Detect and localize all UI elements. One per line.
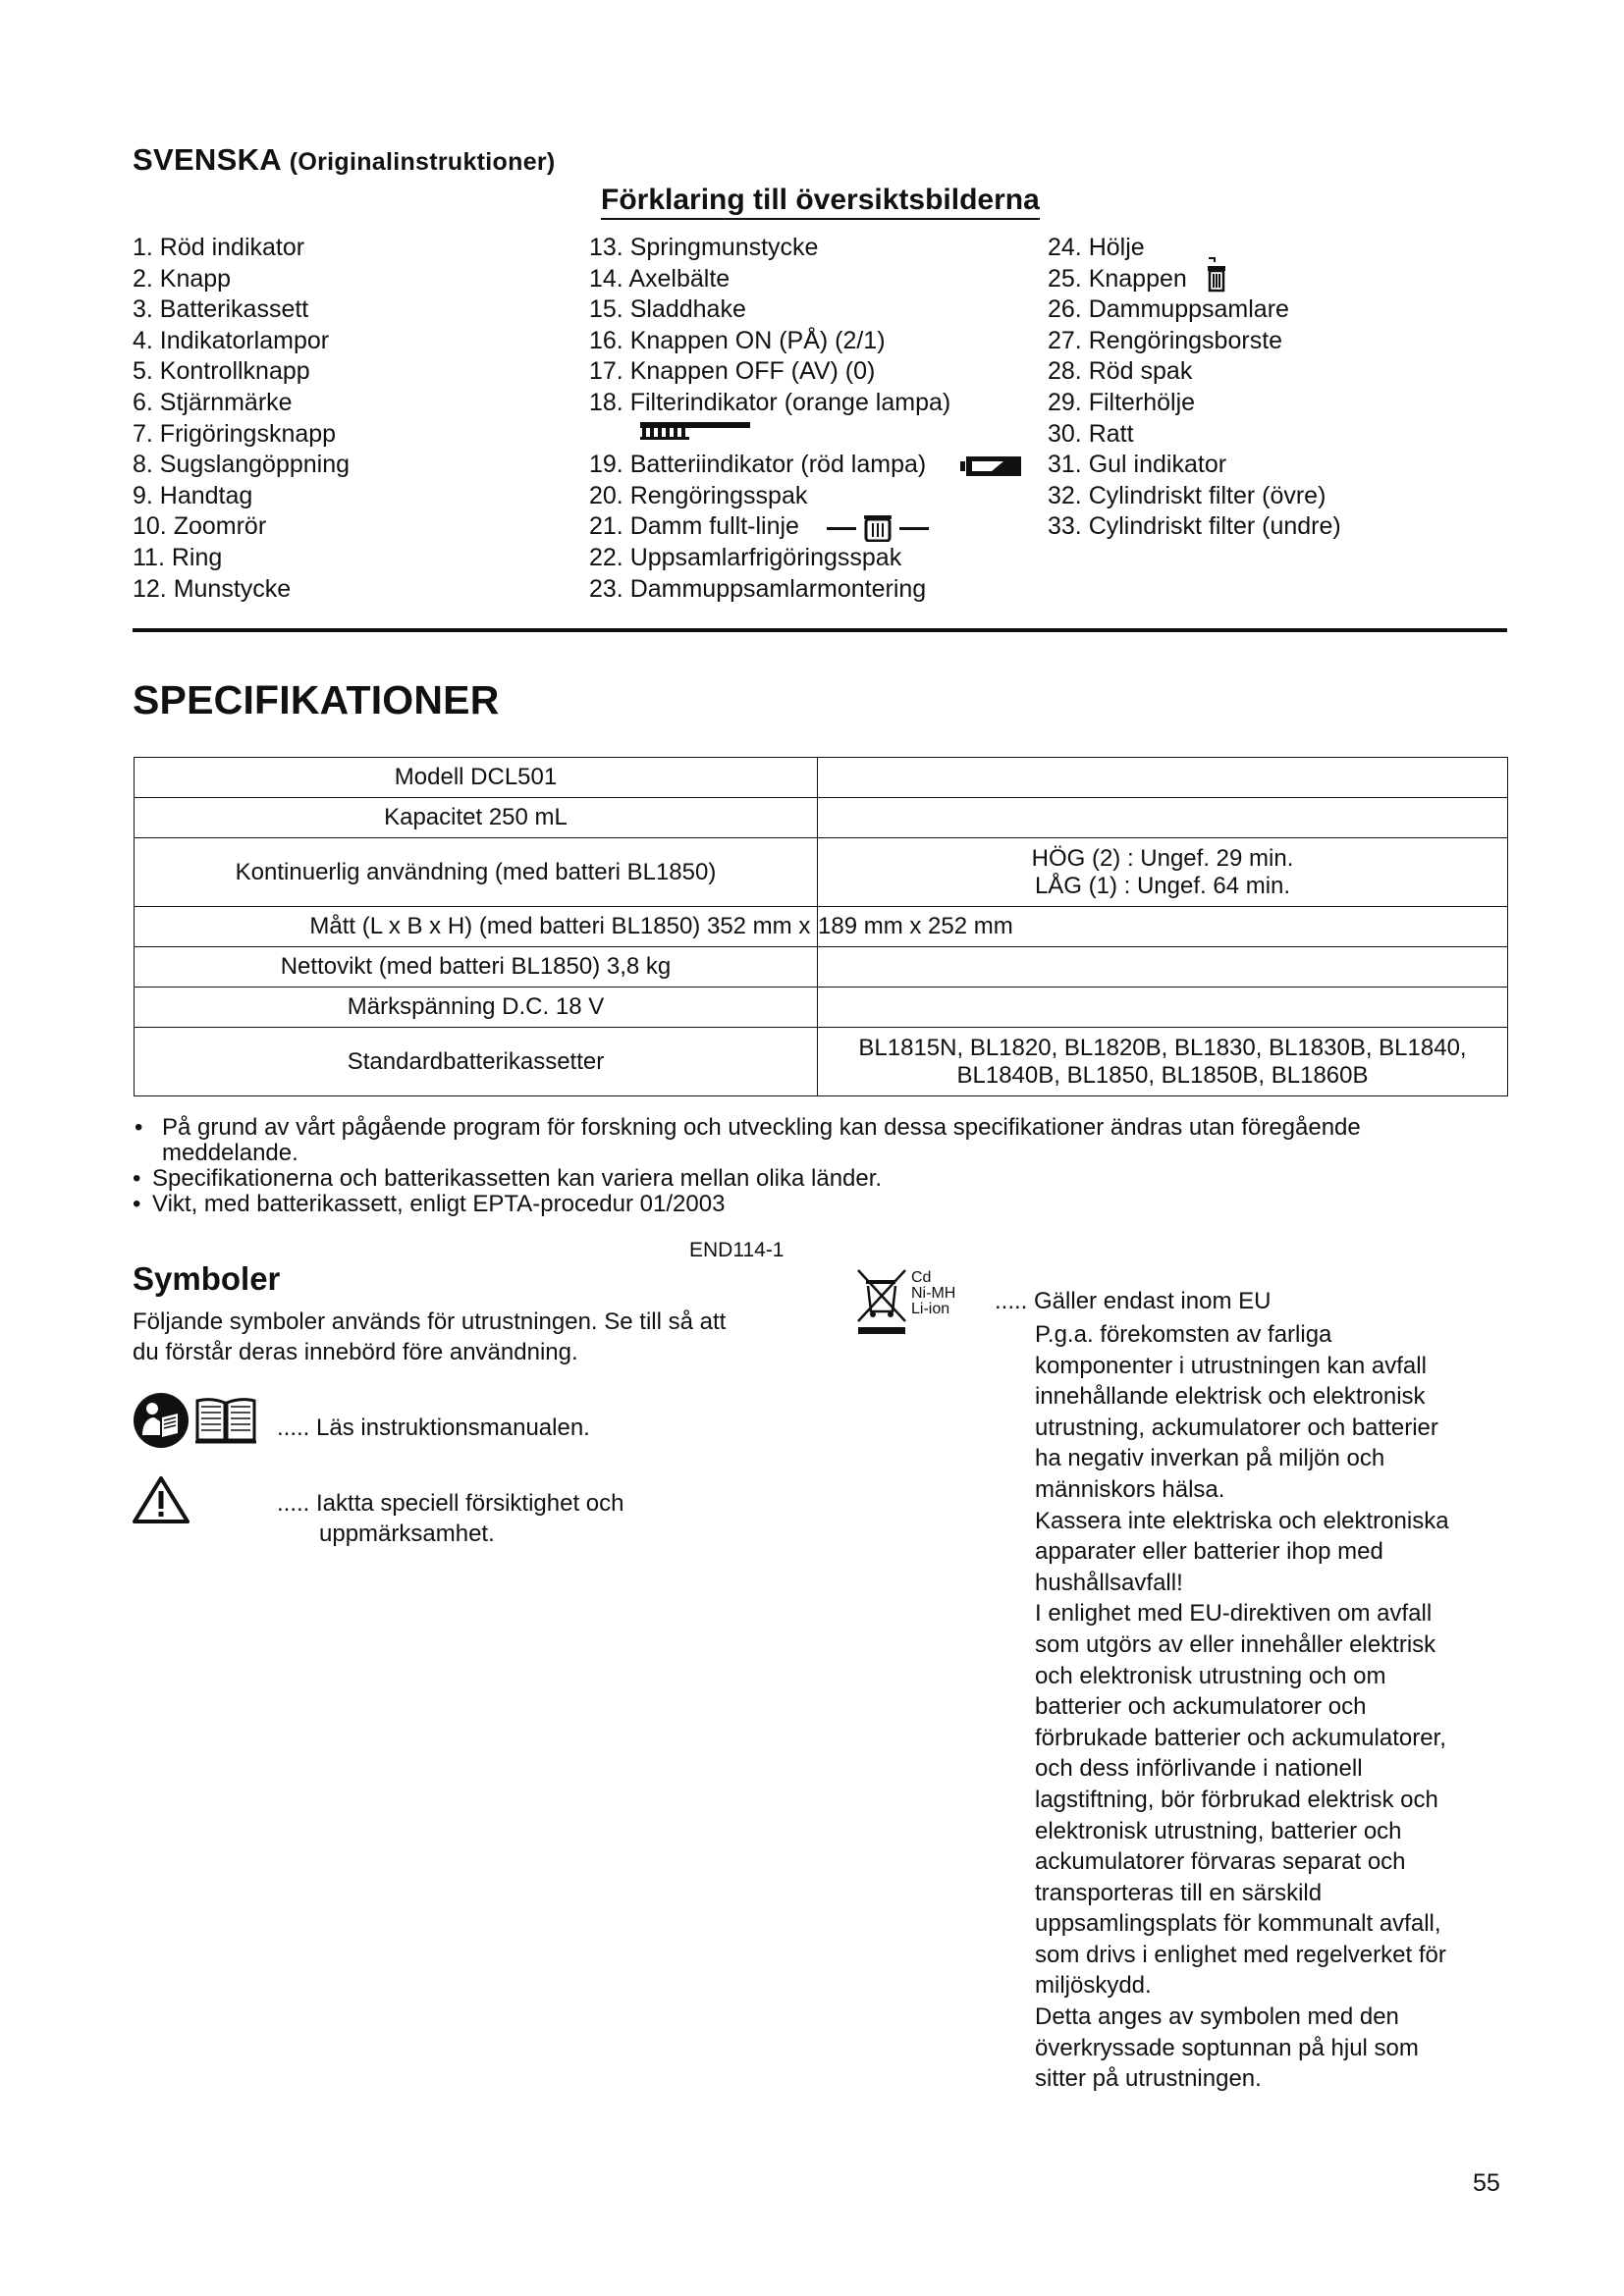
text-line: förbrukade batterier och ackumulatorer, <box>1035 1724 1446 1751</box>
list-item: 22. Uppsamlarfrigöringsspak <box>589 543 902 571</box>
list-item <box>1048 264 1341 295</box>
list-item <box>589 450 950 481</box>
list-item: 12. Munstycke <box>133 574 292 603</box>
spec-label: Märkspänning D.C. 18 V <box>135 988 818 1028</box>
warning-triangle-icon <box>133 1475 189 1524</box>
filter-indicator-icon <box>638 417 756 445</box>
list-item <box>589 511 950 543</box>
filter-indicator-row <box>589 419 950 451</box>
intro-line: du förstår deras innebörd före användning. <box>133 1339 578 1365</box>
language-subtitle: (Originalinstruktioner) <box>289 148 556 176</box>
eu-disposal-text <box>1035 1319 1506 2095</box>
battery-indicator-icon <box>960 454 1023 478</box>
spec-value-line: LÅG (1) : Ungef. 64 min. <box>1034 872 1291 899</box>
spec-label: Kontinuerlig användning (med batteri BL1850) <box>135 838 818 907</box>
section-divider <box>133 628 1507 632</box>
dust-bin-icon <box>1205 256 1228 294</box>
document-code: END114-1 <box>689 1239 785 1261</box>
list-item: 28. Röd spak <box>1048 357 1193 386</box>
note-text: meddelande. <box>162 1140 298 1166</box>
spec-value <box>818 798 1508 838</box>
language-heading <box>133 142 556 178</box>
list-item: 18. Filterindikator (orange lampa) <box>589 388 951 416</box>
text-line: och dess införlivande i nationell <box>1035 1755 1363 1783</box>
list-item: 5. Kontrollknapp <box>133 357 310 386</box>
list-item: 8. Sugslangöppning <box>133 451 351 479</box>
table-row <box>135 758 1508 798</box>
note-text: På grund av vårt pågående program för forskning och utveckling kan dessa specifikationer ändras utan föregående <box>162 1114 1361 1141</box>
note-text: Specifikationerna och batterikassetten kan variera mellan olika länder. <box>152 1165 883 1192</box>
spec-label: Nettovikt (med batteri BL1850) 3,8 kg <box>135 947 818 988</box>
bullet: • <box>135 1114 143 1141</box>
text-line: transporteras till en särskild <box>1035 1879 1323 1906</box>
text-line: som drivs i enlighet med regelverket för <box>1035 1941 1446 1968</box>
eu-only-text: ..... Gäller endast inom EU <box>995 1288 1272 1314</box>
page-number: 55 <box>1473 2169 1500 2197</box>
bullet: • <box>133 1165 141 1192</box>
text-line: lagstiftning, bör förbrukad elektrisk och <box>1035 1786 1438 1813</box>
list-item: 30. Ratt <box>1048 419 1134 448</box>
table-row <box>135 1028 1508 1096</box>
read-manual-symbols <box>133 1392 256 1449</box>
book-icon <box>195 1395 256 1446</box>
spec-value <box>818 758 1508 798</box>
crossed-out-wheelie-bin-icon <box>854 1266 909 1337</box>
text-line: komponenter i utrustningen kan avfall <box>1035 1352 1427 1379</box>
text-line: överkryssade soptunnan på hjul som <box>1035 2034 1419 2061</box>
table-row <box>135 798 1508 838</box>
spec-value: 189 mm x 252 mm <box>818 907 1508 947</box>
spec-value-line: BL1840B, BL1850, BL1850B, BL1860B <box>956 1061 1369 1089</box>
note-item <box>133 1115 1527 1166</box>
text-line: hushållsavfall! <box>1035 1569 1183 1596</box>
list-item-label: 25. Knappen <box>1048 264 1187 293</box>
text-line: sitter på utrustningen. <box>1035 2065 1262 2093</box>
text-line: ackumulatorer förvaras separat och <box>1035 1848 1406 1876</box>
list-item: 9. Handtag <box>133 481 253 509</box>
chem-label: Li-ion <box>911 1301 950 1317</box>
text-line: som utgörs av eller innehåller elektrisk <box>1035 1630 1436 1658</box>
list-item: 32. Cylindriskt filter (övre) <box>1048 481 1326 509</box>
specs-table <box>134 757 1508 1096</box>
list-item: 29. Filterhölje <box>1048 388 1196 416</box>
caution-line: ..... Iaktta speciell försiktighet och <box>277 1490 624 1517</box>
spec-label: Standardbatterikassetter <box>135 1028 818 1096</box>
spec-label: Modell DCL501 <box>135 758 818 798</box>
spec-value-line: BL1815N, BL1820, BL1820B, BL1830, BL1830B, BL1840, <box>858 1034 1467 1061</box>
battery-chemistry-labels <box>911 1270 955 1317</box>
dust-full-line-icon <box>827 512 929 542</box>
text-line: batterier och ackumulatorer och <box>1035 1693 1367 1721</box>
bullet: • <box>133 1191 141 1217</box>
list-item: 20. Rengöringsspak <box>589 481 808 509</box>
text-line: och elektronisk utrustning och om <box>1035 1662 1386 1689</box>
caution-line: uppmärksamhet. <box>319 1521 495 1547</box>
spec-value <box>818 1028 1508 1096</box>
list-item: 6. Stjärnmärke <box>133 388 293 416</box>
list-item: 24. Hölje <box>1048 234 1145 261</box>
spec-value-line: HÖG (2) : Ungef. 29 min. <box>1031 844 1294 872</box>
list-item: 11. Ring <box>133 543 223 571</box>
caution-text <box>277 1488 624 1549</box>
table-row <box>135 947 1508 988</box>
list-item: 31. Gul indikator <box>1048 451 1227 479</box>
text-line: uppsamlingsplats för kommunalt avfall, <box>1035 1910 1441 1938</box>
text-line: ha negativ inverkan på miljön och <box>1035 1445 1385 1472</box>
text-line: Kassera inte elektriska och elektroniska <box>1035 1507 1449 1534</box>
chem-label: Cd <box>911 1269 932 1286</box>
text-line: P.g.a. förekomsten av farliga <box>1035 1321 1332 1348</box>
list-item: 2. Knapp <box>133 264 232 293</box>
text-line: elektronisk utrustning, batterier och <box>1035 1817 1402 1844</box>
list-item: 4. Indikatorlampor <box>133 326 330 354</box>
list-item: 3. Batterikassett <box>133 295 309 324</box>
parts-column-1 <box>133 233 350 605</box>
list-item: 13. Springmunstycke <box>589 234 819 261</box>
language-title: SVENSKA <box>133 142 281 177</box>
list-item: 23. Dammuppsamlarmontering <box>589 574 927 603</box>
note-item <box>133 1166 1527 1192</box>
chem-label: Ni-MH <box>911 1285 956 1302</box>
list-item: 10. Zoomrör <box>133 512 267 541</box>
spec-value <box>818 838 1508 907</box>
text-line: apparater eller batterier ihop med <box>1035 1538 1383 1566</box>
spec-label: Kapacitet 250 mL <box>135 798 818 838</box>
text-line: människors hälsa. <box>1035 1475 1225 1503</box>
spec-label: Mått (L x B x H) (med batteri BL1850) 352 mm x <box>135 907 818 947</box>
list-item: 16. Knappen ON (PÅ) (2/1) <box>589 326 886 354</box>
text-line: innehållande elektrisk och elektronisk <box>1035 1383 1426 1411</box>
list-item: 26. Dammuppsamlare <box>1048 295 1289 324</box>
list-item: 7. Frigöringsknapp <box>133 419 337 448</box>
intro-line: Följande symboler används för utrustningen. Se till så att <box>133 1308 727 1335</box>
specs-title: SPECIFIKATIONER <box>133 677 500 722</box>
parts-column-2 <box>589 233 950 605</box>
note-item <box>133 1192 1527 1217</box>
table-row <box>135 907 1508 947</box>
table-row <box>135 838 1508 907</box>
explanation-title: Förklaring till översiktsbilderna <box>601 183 1040 220</box>
note-text: Vikt, med batterikassett, enligt EPTA-procedur 01/2003 <box>152 1191 726 1217</box>
parts-column-3 <box>1048 233 1341 543</box>
list-item-label: 21. Damm fullt-linje <box>589 512 799 541</box>
spec-value <box>818 947 1508 988</box>
text-line: miljöskydd. <box>1035 1972 1152 2000</box>
list-item: 27. Rengöringsborste <box>1048 326 1283 354</box>
list-item: 17. Knappen OFF (AV) (0) <box>589 357 876 386</box>
read-manual-text: ..... Läs instruktionsmanualen. <box>277 1415 590 1441</box>
list-item: 1. Röd indikator <box>133 234 305 261</box>
symbols-title: Symboler <box>133 1260 281 1297</box>
read-manual-icon <box>133 1392 189 1449</box>
list-item: 14. Axelbälte <box>589 264 731 293</box>
list-item: 33. Cylindriskt filter (undre) <box>1048 512 1341 541</box>
text-line: Detta anges av symbolen med den <box>1035 2003 1399 2031</box>
spec-notes <box>133 1115 1527 1217</box>
list-item: 15. Sladdhake <box>589 295 746 324</box>
table-row <box>135 988 1508 1028</box>
list-item-label: 19. Batteriindikator (röd lampa) <box>589 451 927 479</box>
symbols-intro <box>133 1307 820 1367</box>
text-line: utrustning, ackumulatorer och batterier <box>1035 1414 1438 1441</box>
text-line: I enlighet med EU-direktiven om avfall <box>1035 1600 1433 1628</box>
spec-value <box>818 988 1508 1028</box>
